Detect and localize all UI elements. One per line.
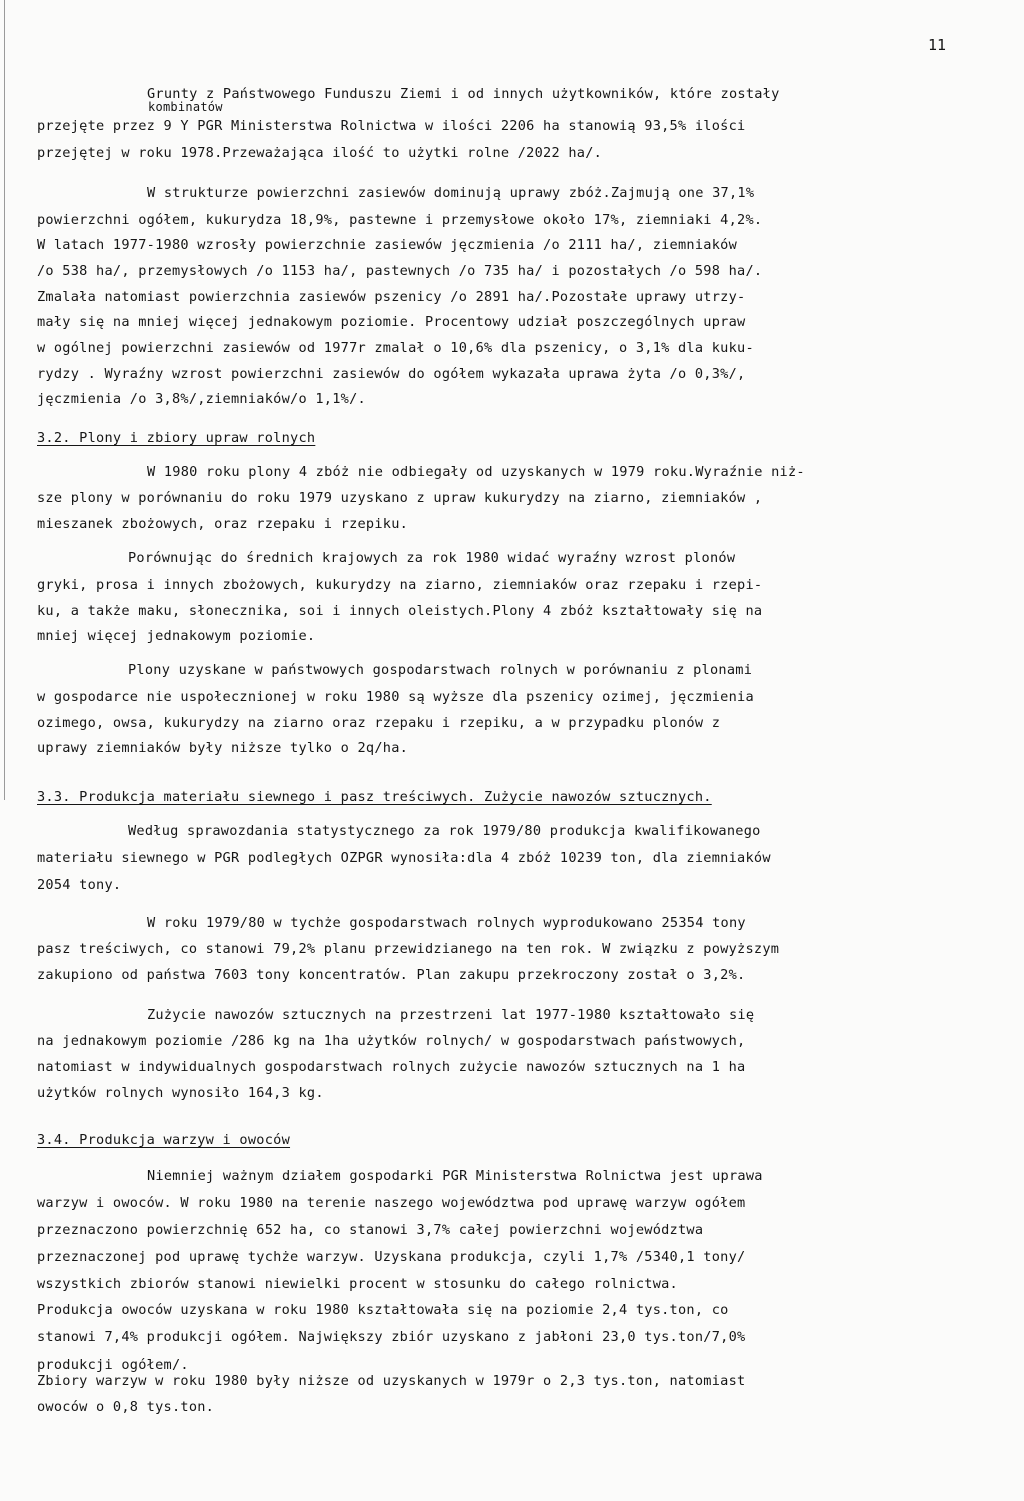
left-margin-line [4, 0, 5, 800]
text-line: Produkcja owoców uzyskana w roku 1980 kształtowała się na poziomie 2,4 tys.ton, co [37, 1302, 729, 1318]
text-line: Grunty z Państwowego Funduszu Ziemi i od innych użytkowników, które zostały [147, 86, 780, 102]
text-line: jęczmienia /o 3,8%/,ziemniaków/o 1,1%/. [37, 391, 366, 407]
text-line: W latach 1977-1980 wzrosły powierzchnie zasiewów jęczmienia /o 2111 ha/, ziemniaków [37, 237, 738, 253]
text-line: na jednakowym poziomie /286 kg na 1ha użytków rolnych/ w gospodarstwach państwowych, [37, 1033, 746, 1049]
text-line: przejęte przez 9 Y PGR Ministerstwa Rolnictwa w ilości 2206 ha stanowią 93,5% ilości [37, 118, 746, 134]
text-line: W strukturze powierzchni zasiewów dominują uprawy zbóż.Zajmują one 37,1% [147, 185, 755, 201]
text-line: wszystkich zbiorów stanowi niewielki procent w stosunku do całego rolnictwa. [37, 1276, 678, 1292]
text-line: przejętej w roku 1978.Przeważająca ilość to użytki rolne /2022 ha/. [37, 145, 603, 161]
text-line: W 1980 roku plony 4 zbóż nie odbiegały od uzyskanych w 1979 roku.Wyraźnie niż- [147, 464, 805, 480]
text-line: Według sprawozdania statystycznego za rok 1979/80 produkcja kwalifikowanego [128, 823, 761, 839]
text-line: Niemniej ważnym działem gospodarki PGR Ministerstwa Rolnictwa jest uprawa [147, 1168, 763, 1184]
text-line: stanowi 7,4% produkcji ogółem. Największy zbiór uzyskano z jabłoni 23,0 tys.ton/7,0% [37, 1329, 746, 1345]
text-line: w ogólnej powierzchni zasiewów od 1977r zmalał o 10,6% dla pszenicy, o 3,1% dla kuku- [37, 340, 754, 356]
section-heading: 3.3. Produkcja materiału siewnego i pasz treściwych. Zużycie nawozów sztucznych. [37, 789, 712, 805]
text-line: Zmalała natomiast powierzchnia zasiewów pszenicy /o 2891 ha/.Pozostałe uprawy utrzy- [37, 289, 746, 305]
text-line: gryki, prosa i innych zbożowych, kukurydzy na ziarno, ziemniaków oraz rzepaku i rzepi- [37, 577, 763, 593]
text-line: natomiast w indywidualnych gospodarstwach rolnych zużycie nawozów sztucznych na 1 ha [37, 1059, 746, 1075]
text-line: ozimego, owsa, kukurydzy na ziarno oraz rzepaku i rzepiku, a w przypadku plonów z [37, 715, 721, 731]
section-heading: 3.4. Produkcja warzyw i owoców [37, 1132, 291, 1148]
text-line: przeznaczono powierzchnię 652 ha, co stanowi 3,7% całej powierzchni województwa [37, 1222, 704, 1238]
text-line: Zbiory warzyw w roku 1980 były niższe od uzyskanych w 1979r o 2,3 tys.ton, natomiast [37, 1373, 746, 1389]
text-line: Zużycie nawozów sztucznych na przestrzeni lat 1977-1980 kształtowało się [147, 1007, 755, 1023]
text-line: Plony uzyskane w państwowych gospodarstwach rolnych w porównaniu z plonami [128, 662, 753, 678]
text-line: pasz treściwych, co stanowi 79,2% planu przewidzianego na ten rok. W związku z powyższym [37, 941, 780, 957]
text-line: owoców o 0,8 tys.ton. [37, 1399, 215, 1415]
text-line: mieszanek zbożowych, oraz rzepaku i rzepiku. [37, 516, 409, 532]
text-line: mniej więcej jednakowym poziomie. [37, 628, 316, 644]
text-line: rydzy . Wyraźny wzrost powierzchni zasiewów do ogółem wykazała uprawa żyta /o 0,3%/, [37, 366, 746, 382]
text-line: 2054 tony. [37, 877, 122, 893]
text-line: produkcji ogółem/. [37, 1357, 189, 1373]
text-line: ku, a także maku, słonecznika, soi i innych oleistych.Plony 4 zbóż kształtowały się na [37, 603, 763, 619]
text-line: W roku 1979/80 w tychże gospodarstwach rolnych wyprodukowano 25354 tony [147, 915, 746, 931]
section-heading: 3.2. Plony i zbiory upraw rolnych [37, 430, 316, 446]
text-line: powierzchni ogółem, kukurydza 18,9%, pastewne i przemysłowe około 17%, ziemniaki 4,2%. [37, 212, 763, 228]
text-line-insertion: kombinatów [148, 100, 223, 114]
text-line: materiału siewnego w PGR podległych OZPGR wynosiła:dla 4 zbóż 10239 ton, dla ziemniaków [37, 850, 771, 866]
text-line: mały się na mniej więcej jednakowym poziomie. Procentowy udział poszczególnych upraw [37, 314, 746, 330]
text-line: przeznaczonej pod uprawę tychże warzyw. Uzyskana produkcja, czyli 1,7% /5340,1 tony/ [37, 1249, 746, 1265]
text-line: zakupiono od państwa 7603 tony koncentratów. Plan zakupu przekroczony został o 3,2%. [37, 967, 746, 983]
text-line: /o 538 ha/, przemysłowych /o 1153 ha/, pastewnych /o 735 ha/ i pozostałych /o 598 ha/. [37, 263, 763, 279]
text-line: uprawy ziemniaków były niższe tylko o 2q/ha. [37, 740, 409, 756]
text-line: sze plony w porównaniu do roku 1979 uzyskano z upraw kukurydzy na ziarno, ziemniaków , [37, 490, 763, 506]
text-line: Porównując do średnich krajowych za rok 1980 widać wyraźny wzrost plonów [128, 550, 736, 566]
text-line: warzyw i owoców. W roku 1980 na terenie naszego województwa pod uprawę warzyw ogółem [37, 1195, 746, 1211]
page-number: 11 [927, 36, 946, 54]
text-line: użytków rolnych wynosiło 164,3 kg. [37, 1085, 324, 1101]
text-line: w gospodarce nie uspołecznionej w roku 1980 są wyższe dla pszenicy ozimej, jęczmienia [37, 689, 754, 705]
